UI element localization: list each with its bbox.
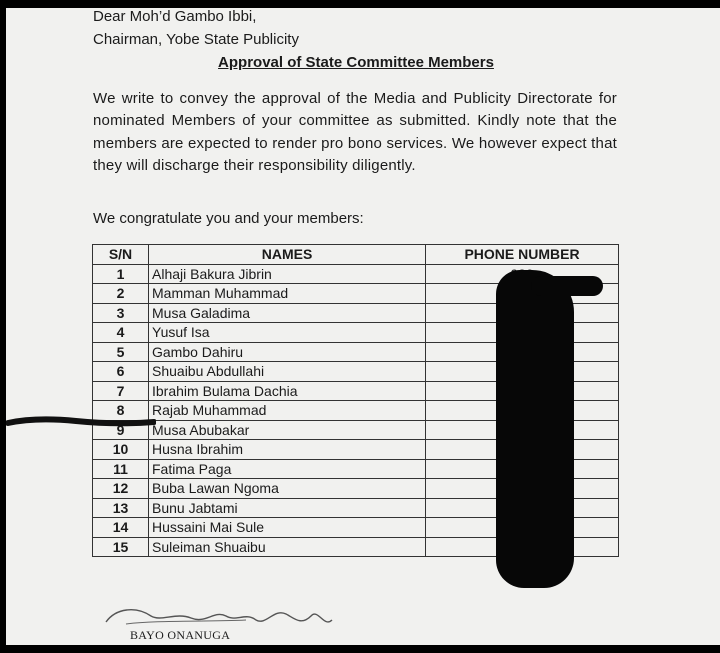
signatory-name: BAYO ONANUGA bbox=[130, 628, 231, 642]
row-sn: 12 bbox=[93, 479, 149, 499]
row-name: Bunu Jabtami bbox=[149, 498, 426, 518]
row-sn: 13 bbox=[93, 498, 149, 518]
row-sn: 7 bbox=[93, 381, 149, 401]
congratulations-line: We congratulate you and your members: bbox=[93, 210, 364, 227]
row-name: Musa Galadima bbox=[149, 303, 426, 323]
salutation-recipient: Dear Moh’d Gambo Ibbi, bbox=[93, 8, 257, 25]
row-name: Yusuf Isa bbox=[149, 323, 426, 343]
redaction-mark bbox=[496, 270, 574, 588]
row-sn: 10 bbox=[93, 440, 149, 460]
letter-page bbox=[6, 8, 720, 645]
row-name: Musa Abubakar bbox=[149, 420, 426, 440]
row-name: Mamman Muhammad bbox=[149, 284, 426, 304]
row-name: Ibrahim Bulama Dachia bbox=[149, 381, 426, 401]
row-sn: 14 bbox=[93, 518, 149, 538]
row-name: Shuaibu Abdullahi bbox=[149, 362, 426, 382]
row-sn: 11 bbox=[93, 459, 149, 479]
row-sn: 5 bbox=[93, 342, 149, 362]
row-name: Buba Lawan Ngoma bbox=[149, 479, 426, 499]
letter-body: We write to convey the approval of the Media and Publicity Directorate for nominated Members of your committee as submitted. Kindly note that the members are expected to render pro bono services. We however expect that they will discharge their responsibility diligently. bbox=[93, 90, 617, 174]
row-sn: 4 bbox=[93, 323, 149, 343]
row-sn: 1 bbox=[93, 264, 149, 284]
header-names: NAMES bbox=[149, 245, 426, 265]
row-name: Alhaji Bakura Jibrin bbox=[149, 264, 426, 284]
pen-strike-mark bbox=[6, 415, 156, 429]
row-name: Husna Ibrahim bbox=[149, 440, 426, 460]
salutation-title: Chairman, Yobe State Publicity bbox=[93, 31, 299, 48]
letter-subject: Approval of State Committee Members bbox=[218, 54, 494, 71]
row-sn: 6 bbox=[93, 362, 149, 382]
row-sn: 15 bbox=[93, 537, 149, 557]
salutation bbox=[93, 8, 299, 51]
row-name: Gambo Dahiru bbox=[149, 342, 426, 362]
row-name: Suleiman Shuaibu bbox=[149, 537, 426, 557]
table-header-row bbox=[93, 245, 619, 265]
redaction-mark bbox=[531, 276, 603, 296]
row-sn: 9 bbox=[93, 420, 149, 440]
row-name: Hussaini Mai Sule bbox=[149, 518, 426, 538]
header-sn: S/N bbox=[93, 245, 149, 265]
row-sn: 3 bbox=[93, 303, 149, 323]
row-sn: 8 bbox=[93, 401, 149, 421]
row-name: Fatima Paga bbox=[149, 459, 426, 479]
row-sn: 2 bbox=[93, 284, 149, 304]
header-phone: PHONE NUMBER bbox=[426, 245, 619, 265]
row-name: Rajab Muhammad bbox=[149, 401, 426, 421]
